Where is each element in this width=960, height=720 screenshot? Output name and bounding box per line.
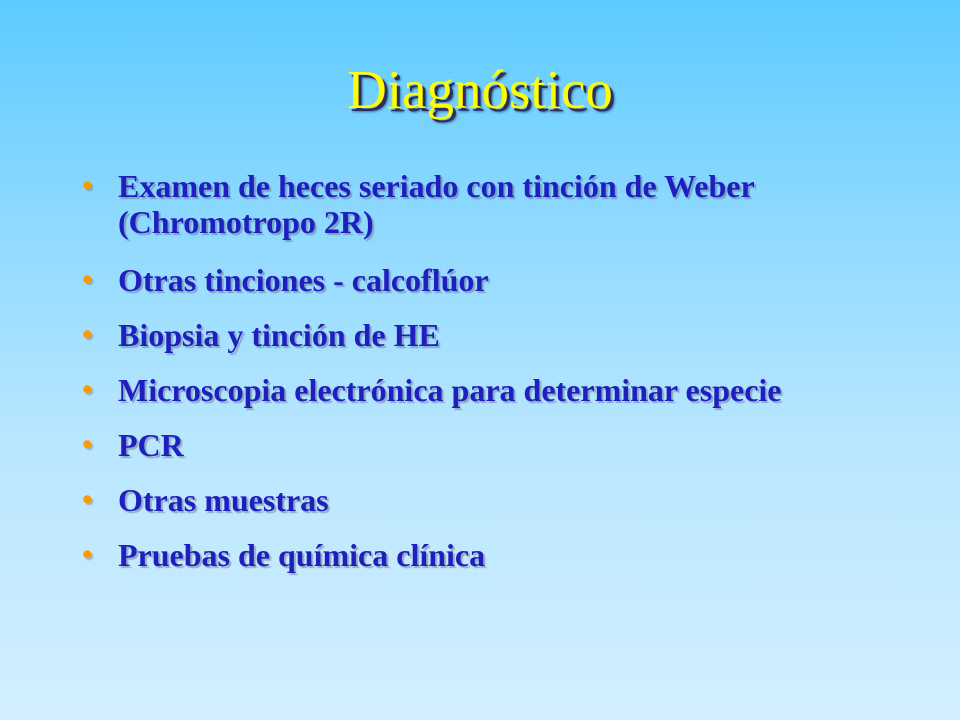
bullet-list [82,168,882,592]
slide-title: Diagnóstico [347,59,613,120]
bullet-item: • PCR [82,427,882,463]
bullet-item: • Otras tinciones - calcoflúor [82,262,882,298]
bullet-item: • Examen de heces seriado con tinción de Weber (Chromotropo 2R) [82,168,882,240]
bullet-item: • Biopsia y tinción de HE [82,317,882,353]
bullet-item: • Microscopia electrónica para determinar especie [82,372,882,408]
bullet-item: • Pruebas de química clínica [82,537,882,573]
bullet-item: • Otras muestras [82,482,882,518]
